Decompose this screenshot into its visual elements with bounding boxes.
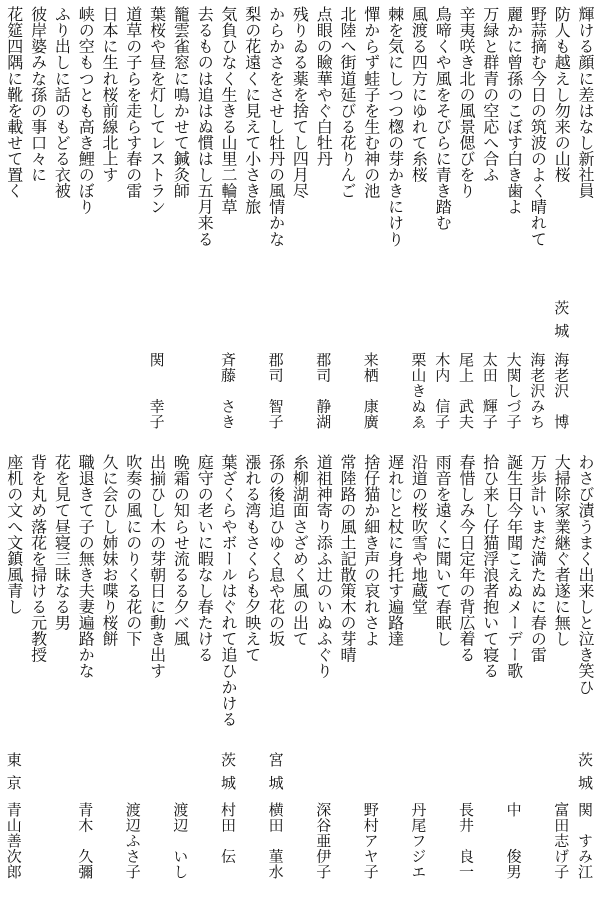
author-name: 太田 輝子 bbox=[480, 352, 499, 430]
haiku-verse: 孫の後追ひゆく息や花の坂 bbox=[266, 454, 286, 647]
author-name: 青山善次郎 bbox=[4, 802, 23, 880]
prefecture-label: 茨城 bbox=[219, 752, 237, 798]
author-name: 渡辺ふさ子 bbox=[123, 802, 142, 880]
haiku-verse: 憚からず蛙子を生む神の池 bbox=[361, 6, 381, 199]
haiku-verse: 沿道の桜吹雪や地蔵堂 bbox=[409, 454, 429, 615]
haiku-verse: 万歩計いまだ満たぬに春の雷 bbox=[528, 454, 548, 663]
author-name: 郡司 智子 bbox=[266, 352, 285, 430]
haiku-verse: 誕生日今年聞こえぬメーデー歌 bbox=[504, 454, 524, 679]
author-name: 村田 伝 bbox=[219, 802, 237, 864]
haiku-verse: 点眼の瞼華やぐ白牡丹 bbox=[314, 6, 334, 167]
haiku-verse: ふり出しに話のもどる衣被 bbox=[52, 6, 72, 199]
author-name: 関 幸子 bbox=[147, 352, 166, 430]
haiku-verse: 辛夷咲き北の風景偲びをり bbox=[457, 6, 476, 199]
haiku-verse: 防人も越えし勿来の山桜 bbox=[552, 6, 572, 183]
author-name: 富田志げ子 bbox=[552, 802, 571, 880]
haiku-verse: 出揃ひし木の芽朝日に動き出す bbox=[147, 454, 167, 679]
haiku-verse: 麗かに曾孫のこぼす白き歯よ bbox=[504, 6, 524, 215]
author-name: 丹尾フジエ bbox=[409, 802, 428, 880]
haiku-verse: 晩霜の知らせ流るる夕べ風 bbox=[171, 454, 191, 647]
author-name: 来栖 康廣 bbox=[361, 352, 380, 430]
haiku-verse: 道祖神寄り添ふ辻のいぬふぐり bbox=[314, 454, 334, 679]
prefecture-label: 茨城 bbox=[576, 752, 594, 798]
haiku-verse: 籠雲雀窓に鳴かせて鍼灸師 bbox=[171, 6, 191, 199]
haiku-verse: わさび漬うまく出来しと泣き笑ひ bbox=[576, 454, 595, 695]
author-name: 中 俊男 bbox=[504, 802, 523, 880]
haiku-verse: 葉桜や昼を灯してレストラン bbox=[147, 6, 167, 215]
haiku-verse: 気負ひなく生きる山里二輪草 bbox=[219, 6, 238, 215]
haiku-verse: 座机の文へ文鎮風青し bbox=[4, 454, 24, 615]
haiku-verse: 輝ける顔に差はなし新社員 bbox=[576, 6, 595, 199]
author-name: 関 すみ江 bbox=[576, 802, 594, 880]
author-name: 青木 久彌 bbox=[76, 802, 95, 880]
haiku-verse: 職退きて子の無き夫妻遍路かな bbox=[76, 454, 96, 679]
haiku-verse: 棘を気にしつつ楤の芽かきにけり bbox=[385, 6, 405, 247]
haiku-verse: 北陸へ街道延びる花りんご bbox=[338, 6, 357, 199]
author-name: 木内 信子 bbox=[433, 352, 452, 430]
author-name: 渡辺 いし bbox=[171, 802, 190, 880]
author-name: 斉藤 さき bbox=[219, 352, 237, 430]
haiku-verse: 野蒜摘む今日の筑波のよく晴れて bbox=[528, 6, 548, 247]
author-name: 尾上 武夫 bbox=[457, 352, 475, 430]
haiku-verse: 峡の空もつとも高き鯉のぼり bbox=[76, 6, 96, 215]
author-name: 大関しづ子 bbox=[504, 352, 523, 430]
haiku-verse: 久に会ひし姉妹お喋り桜餅 bbox=[100, 454, 119, 647]
haiku-verse: 日本に生れ桜前線北上す bbox=[100, 6, 119, 183]
haiku-verse: 雨音を遠くに聞いて春眠し bbox=[433, 454, 453, 647]
haiku-verse: 春惜しみ今日定年の背広着る bbox=[457, 454, 476, 663]
haiku-verse: 葉ざくらやボールはぐれて追ひかける bbox=[219, 454, 238, 727]
haiku-verse: 捨仔猫か細き声の哀れさよ bbox=[361, 454, 381, 647]
author-name: 長井 良一 bbox=[457, 802, 475, 880]
haiku-verse: 遅れじと杖に身托す遍路達 bbox=[385, 454, 405, 647]
haiku-verse: 糸柳湖面さざめく風の出て bbox=[290, 454, 310, 647]
haiku-verse: 漲れる湾もさくらも夕映えて bbox=[242, 454, 262, 663]
haiku-verse: 風渡る四方にゆれて糸桜 bbox=[409, 6, 429, 183]
author-name: 郡司 静湖 bbox=[314, 352, 333, 430]
haiku-verse: 鳥啼くや風をそびらに青き踏む bbox=[433, 6, 453, 231]
haiku-verse: 拾ひ来し仔猫浮浪者抱いて寝る bbox=[480, 454, 500, 679]
author-name: 野村アヤ子 bbox=[361, 802, 380, 880]
haiku-verse: 背を丸め落花を掃ける元教授 bbox=[28, 454, 48, 663]
haiku-verse: 去るものは追はぬ慣はし五月来る bbox=[195, 6, 215, 247]
haiku-verse: 梨の花遠くに見えて小さき旅 bbox=[242, 6, 262, 215]
author-name: 海老沢 博 bbox=[552, 352, 571, 430]
prefecture-label: 宮城 bbox=[266, 752, 285, 798]
haiku-verse: 常陸路の風土記散策木の芽晴 bbox=[338, 454, 357, 663]
author-name: 栗山きぬゑ bbox=[409, 352, 428, 430]
haiku-verse: 大掃除家業継ぐ者遂に無し bbox=[552, 454, 572, 647]
haiku-verse: 花筵四隅に靴を載せて置く bbox=[4, 6, 24, 199]
haiku-verse: 吹奏の風にのりくる花の下 bbox=[123, 454, 143, 647]
haiku-verse: 万緑と群青の空応へ合ふ bbox=[480, 6, 500, 183]
haiku-verse: 庭守の老いに暇なし春たける bbox=[195, 454, 215, 663]
author-name: 深谷亜伊子 bbox=[314, 802, 333, 880]
haiku-verse: 花を見て昼寝三昧なる男 bbox=[52, 454, 72, 631]
author-name: 横田 菫水 bbox=[266, 802, 285, 880]
haiku-verse: 道草の子らを走らす春の雷 bbox=[123, 6, 143, 199]
prefecture-label: 東京 bbox=[4, 752, 23, 798]
prefecture-label: 茨城 bbox=[552, 300, 571, 346]
author-name: 海老沢みち bbox=[528, 352, 547, 430]
haiku-verse: 残りゐる薬を捨てし四月尽 bbox=[290, 6, 310, 199]
haiku-verse: 彼岸婆みな孫の事口々に bbox=[28, 6, 48, 183]
haiku-verse: からかさをさせし牡丹の風情かな bbox=[266, 6, 286, 247]
